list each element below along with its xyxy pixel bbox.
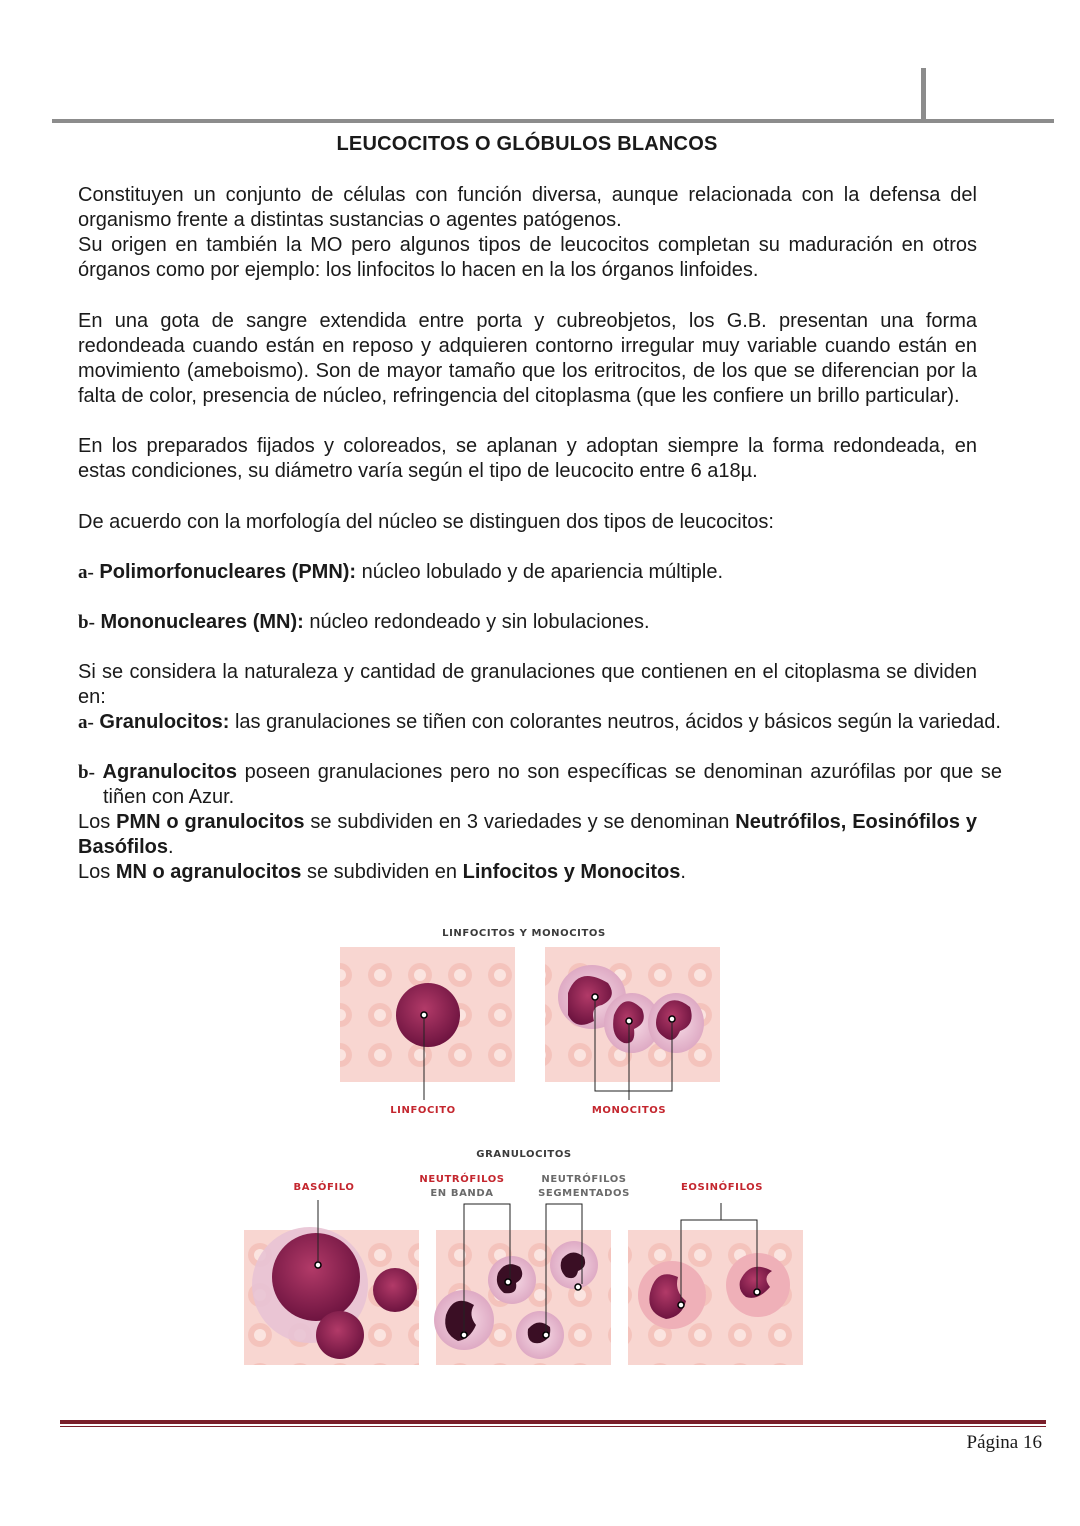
definition-mn: núcleo redondeado y sin lobulaciones. [303, 611, 650, 633]
paragraph-8 [78, 860, 977, 885]
paragraph-7 [78, 810, 977, 860]
linfocito-cell [396, 983, 460, 1047]
list-marker: a- [78, 562, 94, 583]
header-rule [52, 119, 1054, 123]
paragraph-2: Su origen en también la MO pero algunos tipos de leucocitos completan su maduración en otros órganos como por ejemplo: los linfocitos lo hacen en la los órganos linfoides. [78, 234, 977, 281]
text: Los [78, 811, 117, 833]
label-neutrofilos-segmentados-1: NEUTRÓFILOS [541, 1174, 627, 1185]
footer-rule [60, 1420, 1046, 1424]
list-marker: b- [78, 762, 95, 783]
label-neutrofilos-segmentados-2: SEGMENTADOS [538, 1188, 630, 1199]
list-marker: a- [78, 712, 94, 733]
paragraph-6: Si se considera la naturaleza y cantidad de granulaciones que contienen en el citoplasma se dividen en: [78, 661, 977, 708]
term-pmn-granulocitos: PMN o granulocitos [116, 811, 305, 833]
footer-rule-thin [60, 1426, 1046, 1427]
term-mn-agranulocitos: MN o agranulocitos [115, 861, 302, 883]
label-basofilo: BASÓFILO [293, 1182, 355, 1193]
label-eosinofilos: EOSINÓFILOS [681, 1182, 763, 1193]
label-neutrofilos-banda-2: EN BANDA [430, 1188, 494, 1199]
figure-title-bottom: GRANULOCITOS [476, 1149, 572, 1160]
term-agranulocitos: Agranulocitos [102, 761, 237, 783]
paragraph-1: Constituyen un conjunto de células con función diversa, aunque relacionada con la defensa del organismo frente a distintas sustancias o agentes patógenos. [78, 184, 977, 231]
list-item-granulocitos [78, 710, 1002, 735]
page-number: Página 16 [966, 1432, 1042, 1453]
label-neutrofilos-banda-1: NEUTRÓFILOS [419, 1174, 505, 1185]
list-marker: b- [78, 612, 95, 633]
definition-granulocitos: las granulaciones se tiñen con colorantes neutros, ácidos y básicos según la variedad. [229, 711, 1001, 733]
leukocyte-figure [240, 915, 810, 1375]
text: se subdividen en [301, 861, 463, 883]
term-pmn: Polimorfonucleares (PMN): [99, 561, 357, 583]
label-linfocito: LINFOCITO [390, 1105, 456, 1116]
label-monocitos: MONOCITOS [591, 1105, 667, 1116]
paragraph-3: En una gota de sangre extendida entre porta y cubreobjetos, los G.B. presentan una forma redondeada cuando están en reposo y adquieren contorno irregular muy variable cuando están en movimiento (ameboismo). Son de mayor tamaño que los eritrocitos, de los que se diferencian por la falta de color, presencia de núcleo, refringencia del citoplasma (que les confiere un brillo particular). [78, 310, 977, 407]
text: se subdividen en 3 variedades y se denominan [304, 811, 736, 833]
text: . [168, 836, 174, 858]
term-mn: Mononucleares (MN): [100, 611, 304, 633]
definition-agranulocitos: poseen granulaciones pero no son específicas se denominan azurófilas por que se tiñen con Azur. [103, 761, 1002, 808]
figure-title-top: LINFOCITOS Y MONOCITOS [442, 928, 606, 939]
leukocyte-illustration [240, 915, 810, 1375]
list-item-pmn [78, 560, 977, 585]
term-linfocitos-monocitos: Linfocitos y Monocitos [462, 861, 681, 883]
term-granulocitos: Granulocitos: [99, 711, 230, 733]
header-tick [921, 68, 926, 122]
list-item-agranulocitos [78, 760, 1002, 810]
page-title: LEUCOCITOS O GLÓBULOS BLANCOS [336, 133, 718, 155]
text: Los [78, 861, 116, 883]
basofilo-cell [272, 1233, 360, 1321]
paragraph-4: En los preparados fijados y coloreados, se aplanan y adoptan siempre la forma redondeada, en estas condiciones, su diámetro varía según el tipo de leucocito entre 6 a18µ. [78, 435, 977, 482]
term-neutrofilos-eosinofilos-basofilos: Neutrófilos, Eosinófilos y Basófilos [78, 811, 977, 858]
paragraph-5: De acuerdo con la morfología del núcleo se distinguen dos tipos de leucocitos: [78, 511, 774, 533]
list-item-mn [78, 610, 977, 635]
definition-pmn: núcleo lobulado y de apariencia múltiple. [356, 561, 723, 583]
text: . [680, 861, 686, 883]
